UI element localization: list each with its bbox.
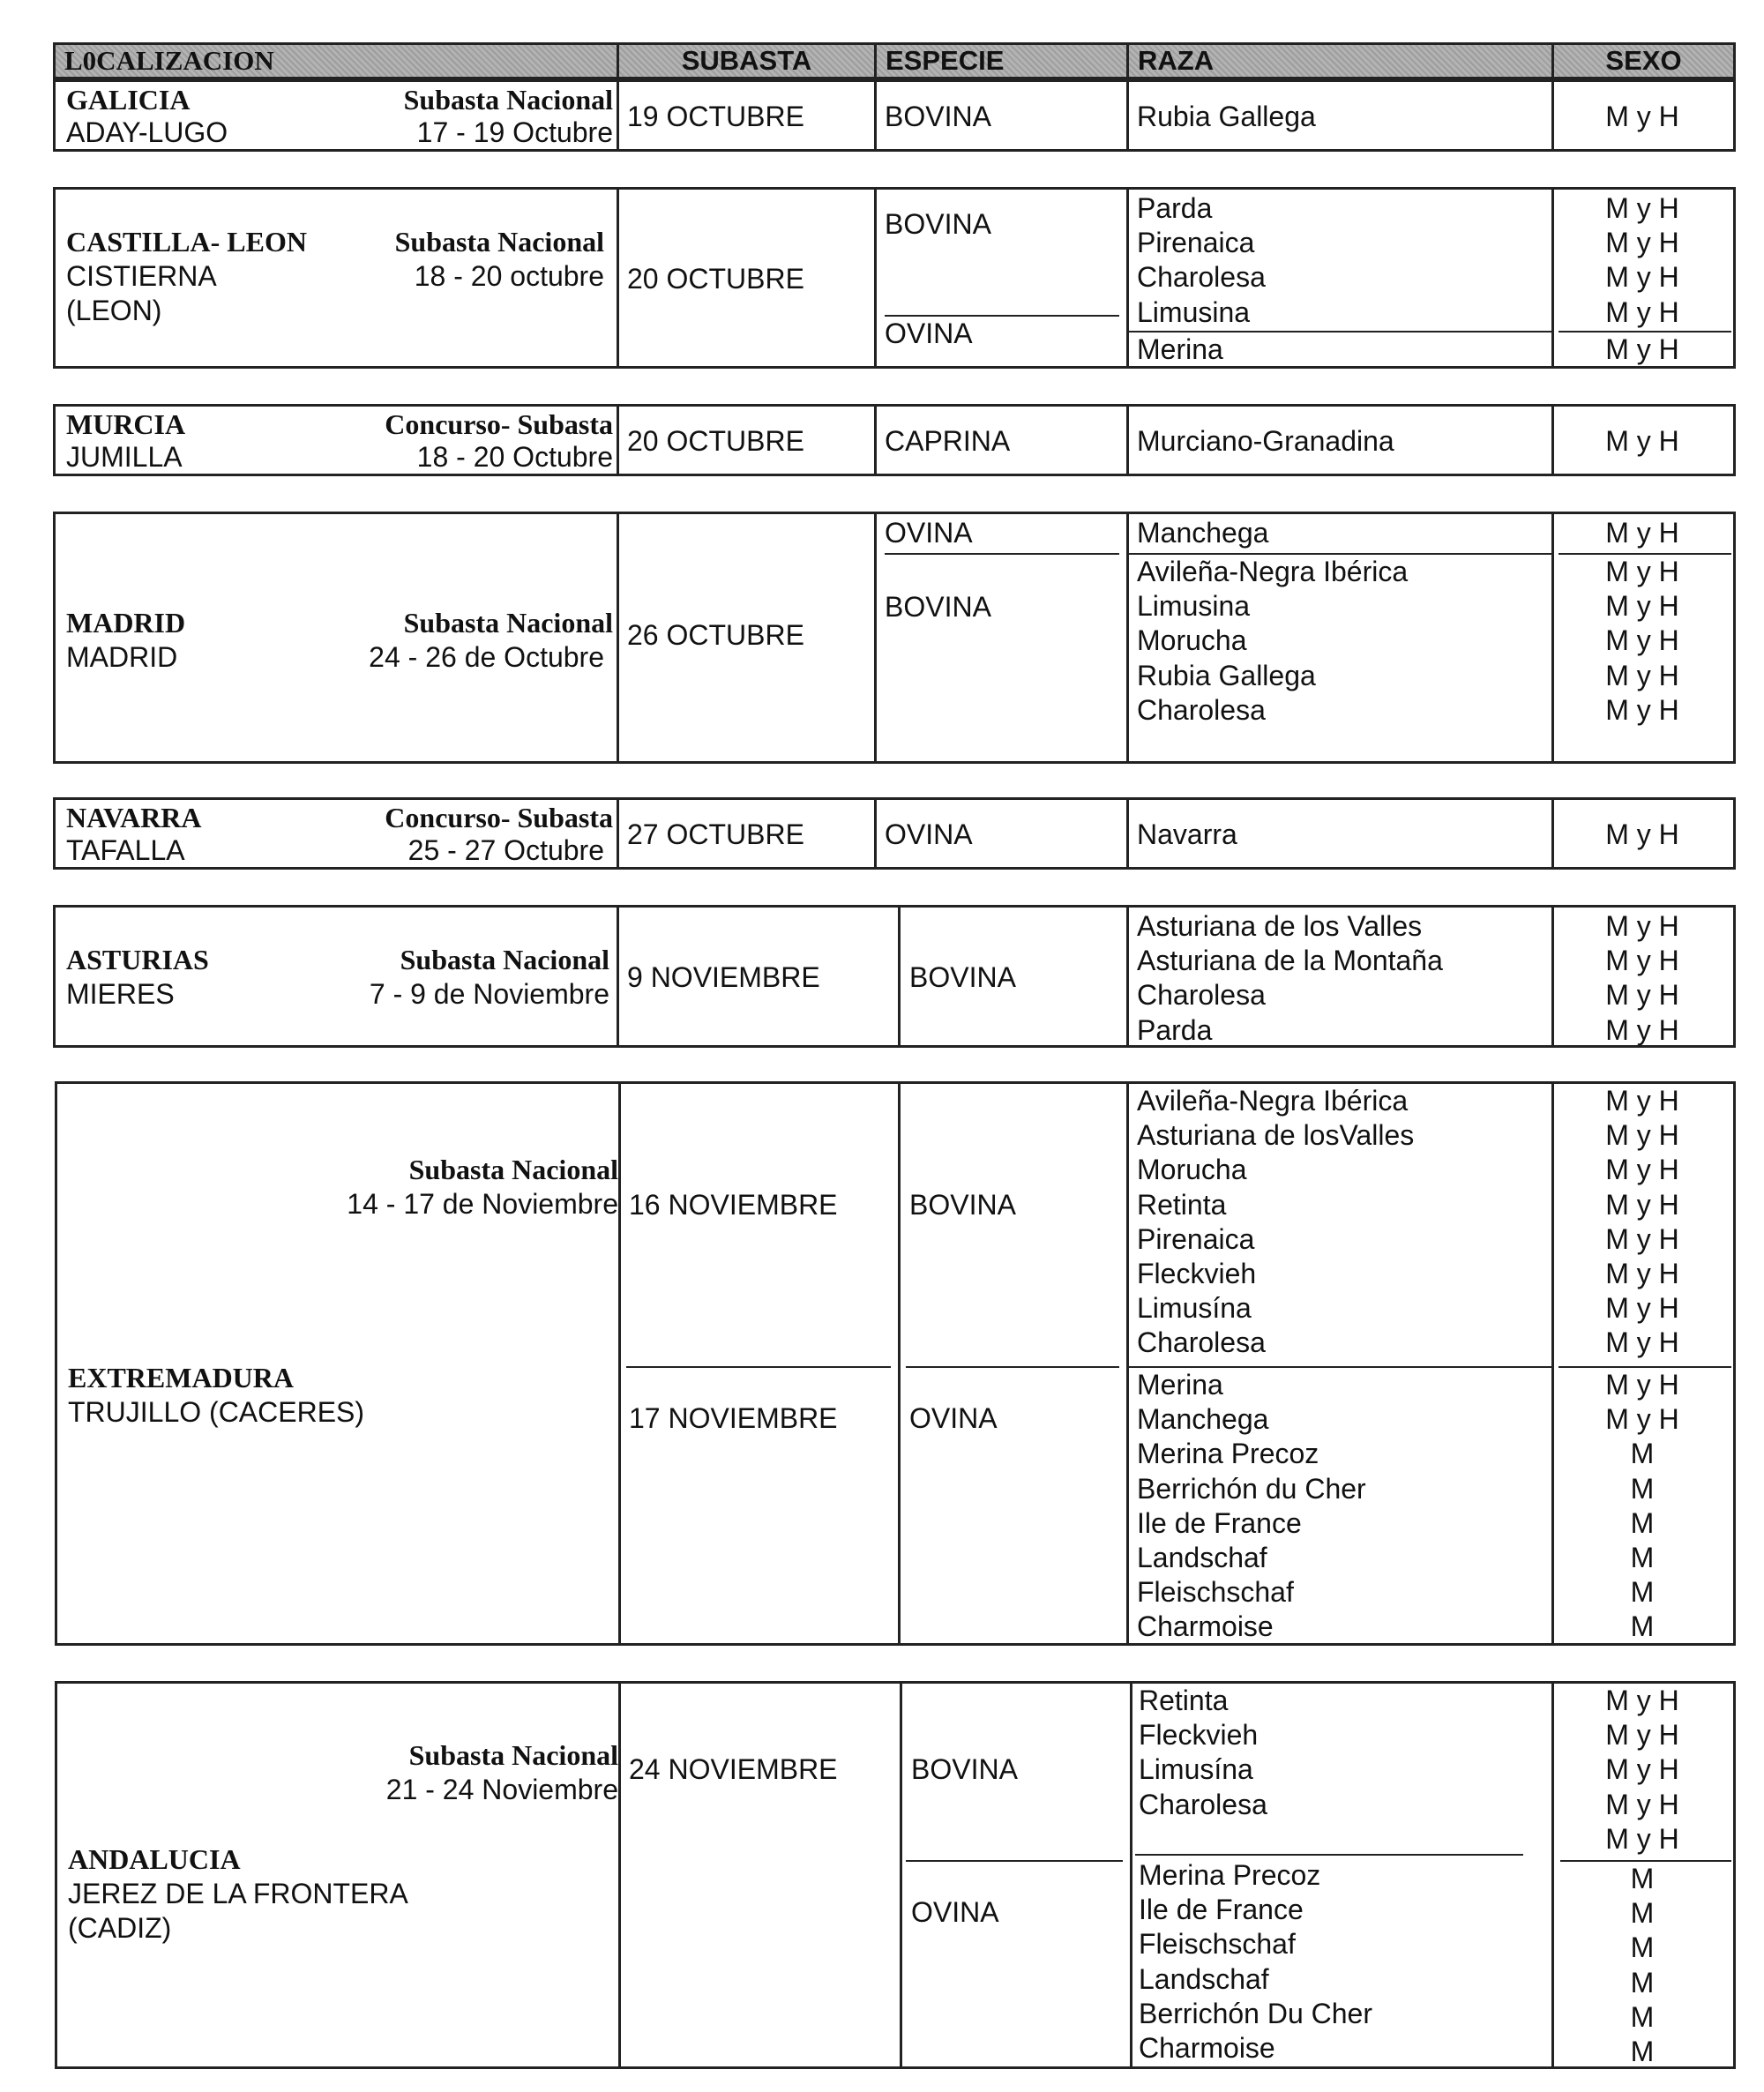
- event-type: Subasta Nacional: [400, 944, 609, 975]
- subasta-date: 24 NOVIEMBRE: [629, 1753, 838, 1785]
- header-sexo: SEXO: [1551, 45, 1733, 77]
- sexo: M: [1630, 1576, 1655, 1609]
- raza: Rubia Gallega: [1137, 659, 1316, 691]
- raza: Retinta: [1139, 1685, 1229, 1716]
- place: CISTIERNA: [66, 260, 217, 292]
- sexo: M y H: [1605, 1685, 1679, 1716]
- raza: Charmoise: [1139, 2032, 1275, 2065]
- sexo: M y H: [1605, 192, 1679, 224]
- header-raza: RAZA: [1126, 45, 1551, 77]
- table-row: [53, 797, 1736, 870]
- raza: Rubia Gallega: [1137, 101, 1316, 132]
- raza: Pirenaica: [1137, 227, 1255, 259]
- raza: Asturiana de la Montaña: [1137, 945, 1443, 977]
- sexo: M y H: [1605, 295, 1679, 328]
- sexo: M y H: [1605, 517, 1679, 549]
- sexo: M y H: [1605, 979, 1679, 1012]
- place: JUMILLA: [66, 441, 183, 473]
- raza: Morucha: [1137, 624, 1247, 657]
- table-header: [53, 42, 1736, 79]
- sexo: M y H: [1605, 425, 1679, 457]
- sexo: M: [1630, 1438, 1655, 1470]
- sexo: M y H: [1605, 1188, 1679, 1221]
- sexo: M: [1630, 1966, 1655, 1999]
- sexo: M y H: [1605, 333, 1679, 365]
- subasta-date: 20 OCTUBRE: [627, 263, 804, 295]
- event-type: Subasta Nacional: [403, 84, 613, 116]
- event-dates: 17 - 19 Octubre: [416, 116, 613, 148]
- raza: Pirenaica: [1137, 1222, 1255, 1255]
- table-row: [53, 404, 1736, 476]
- region: MURCIA: [66, 408, 186, 440]
- raza: Navarra: [1137, 818, 1237, 850]
- raza: Fleckvieh: [1137, 1258, 1257, 1290]
- sexo: M y H: [1605, 1326, 1679, 1359]
- event-dates: 7 - 9 de Noviembre: [369, 978, 609, 1010]
- sexo: M: [1630, 1472, 1655, 1505]
- especie: BOVINA: [911, 1753, 1018, 1785]
- sexo: M y H: [1605, 1119, 1679, 1152]
- table-row: [53, 187, 1736, 369]
- especie: OVINA: [909, 1402, 998, 1434]
- event-dates: 25 - 27 Octubre: [407, 834, 604, 866]
- raza: Limusína: [1137, 1292, 1252, 1325]
- place: MIERES: [66, 978, 175, 1010]
- sexo: M y H: [1605, 590, 1679, 623]
- raza: Asturiana de losValles: [1137, 1119, 1415, 1152]
- sexo: M: [1630, 2036, 1655, 2068]
- table-row: [53, 79, 1736, 152]
- especie: OVINA: [885, 318, 973, 349]
- raza: Merina: [1137, 333, 1223, 365]
- event-type: Concurso- Subasta: [385, 408, 613, 440]
- especie: BOVINA: [909, 961, 1016, 993]
- sexo: M y H: [1605, 1258, 1679, 1290]
- subasta-date: 26 OCTUBRE: [627, 619, 804, 651]
- sexo: M y H: [1605, 1822, 1679, 1855]
- raza: Parda: [1137, 1013, 1213, 1046]
- table-row: [55, 1081, 1736, 1646]
- raza: Asturiana de los Valles: [1137, 910, 1423, 942]
- event-type: Concurso- Subasta: [385, 802, 613, 833]
- raza: Ile de France: [1137, 1506, 1302, 1539]
- raza: Charolesa: [1139, 1788, 1267, 1820]
- event-dates: 18 - 20 octubre: [414, 260, 604, 292]
- sexo: M y H: [1605, 624, 1679, 657]
- raza: Parda: [1137, 192, 1213, 224]
- place: TRUJILLO (CACERES): [68, 1396, 365, 1428]
- sexo: M y H: [1605, 1154, 1679, 1186]
- raza: Merina: [1137, 1369, 1223, 1401]
- raza: Retinta: [1137, 1188, 1227, 1221]
- sexo: M: [1630, 1931, 1655, 1964]
- header-localizacion: L0CALIZACION: [64, 45, 274, 76]
- raza: Charolesa: [1137, 979, 1266, 1012]
- sexo: M y H: [1605, 1085, 1679, 1117]
- sexo: M y H: [1605, 659, 1679, 691]
- raza: Manchega: [1137, 1403, 1269, 1436]
- sexo: M: [1630, 1610, 1655, 1643]
- subasta-date: 16 NOVIEMBRE: [629, 1189, 838, 1221]
- header-especie: ESPECIE: [874, 45, 1126, 77]
- subasta-date: 20 OCTUBRE: [627, 425, 804, 457]
- subasta-date: 9 NOVIEMBRE: [627, 961, 820, 993]
- event-dates: 14 - 17 de Noviembre: [347, 1188, 618, 1220]
- especie: OVINA: [885, 517, 973, 549]
- raza: Landschaf: [1137, 1542, 1267, 1574]
- event-dates: 18 - 20 Octubre: [416, 441, 613, 473]
- especie: BOVINA: [885, 208, 991, 240]
- sexo: M y H: [1605, 1719, 1679, 1752]
- place: MADRID: [66, 641, 178, 673]
- raza: Fleischschaf: [1137, 1576, 1294, 1609]
- sexo: M y H: [1605, 261, 1679, 294]
- raza: Charolesa: [1137, 261, 1266, 294]
- sexo: M: [1630, 1897, 1655, 1930]
- sexo: M y H: [1605, 1403, 1679, 1436]
- table-row: [53, 512, 1736, 764]
- sexo: M y H: [1605, 556, 1679, 587]
- place: ADAY-LUGO: [66, 116, 228, 148]
- region: NAVARRA: [66, 802, 202, 833]
- sexo: M y H: [1605, 227, 1679, 259]
- sexo: M: [1630, 1863, 1655, 1894]
- raza: Avileña-Negra Ibérica: [1137, 556, 1409, 587]
- raza: Ile de France: [1139, 1894, 1304, 1926]
- sexo: M: [1630, 1542, 1655, 1574]
- event-type: Subasta Nacional: [408, 1154, 618, 1185]
- raza: Merina Precoz: [1137, 1438, 1319, 1470]
- sexo: M: [1630, 2000, 1655, 2033]
- especie: BOVINA: [909, 1189, 1016, 1221]
- sexo: M y H: [1605, 101, 1679, 132]
- raza: Charolesa: [1137, 693, 1266, 726]
- sexo: M: [1630, 1506, 1655, 1539]
- raza: Limusína: [1139, 1753, 1253, 1786]
- region: MADRID: [66, 607, 186, 639]
- sexo: M y H: [1605, 693, 1679, 726]
- place: TAFALLA: [66, 834, 185, 866]
- sexo: M y H: [1605, 1753, 1679, 1786]
- subasta-date: 27 OCTUBRE: [627, 818, 804, 850]
- sexo: M y H: [1605, 1292, 1679, 1325]
- raza: Merina Precoz: [1139, 1859, 1321, 1891]
- table-row: [53, 905, 1736, 1048]
- place-province: (CADIZ): [68, 1912, 172, 1944]
- raza: Landschaf: [1139, 1962, 1269, 1995]
- region: ANDALUCIA: [68, 1843, 241, 1875]
- raza: Murciano-Granadina: [1137, 425, 1394, 457]
- subasta-date: 17 NOVIEMBRE: [629, 1402, 838, 1434]
- raza: Berrichón Du Cher: [1139, 1997, 1372, 2029]
- table-row: [55, 1681, 1736, 2069]
- header-subasta: SUBASTA: [617, 45, 874, 77]
- event-type: Subasta Nacional: [408, 1739, 618, 1771]
- raza: Manchega: [1137, 517, 1269, 549]
- event-type: Subasta Nacional: [403, 607, 613, 639]
- sexo: M y H: [1605, 1013, 1679, 1046]
- raza: Berrichón du Cher: [1137, 1472, 1366, 1505]
- event-dates: 21 - 24 Noviembre: [385, 1774, 618, 1805]
- place-province: (LEON): [66, 295, 162, 326]
- raza: Morucha: [1137, 1154, 1247, 1186]
- region: GALICIA: [66, 84, 191, 116]
- subasta-date: 19 OCTUBRE: [627, 101, 804, 132]
- raza: Avileña-Negra Ibérica: [1137, 1085, 1409, 1117]
- sexo: M y H: [1605, 1788, 1679, 1820]
- especie: OVINA: [885, 818, 973, 850]
- sexo: M y H: [1605, 1369, 1679, 1401]
- especie: BOVINA: [885, 101, 991, 132]
- sexo: M y H: [1605, 818, 1679, 850]
- region: ASTURIAS: [66, 944, 209, 975]
- region: EXTREMADURA: [68, 1362, 294, 1393]
- event-dates: 24 - 26 de Octubre: [369, 641, 604, 673]
- sexo: M y H: [1605, 945, 1679, 977]
- raza: Charolesa: [1137, 1326, 1266, 1359]
- raza: Limusina: [1137, 590, 1251, 623]
- region: CASTILLA- LEON: [66, 226, 307, 258]
- especie: CAPRINA: [885, 425, 1011, 457]
- event-type: Subasta Nacional: [394, 226, 604, 258]
- especie: BOVINA: [885, 591, 991, 623]
- raza: Fleckvieh: [1139, 1719, 1259, 1752]
- especie: OVINA: [911, 1896, 999, 1928]
- sexo: M y H: [1605, 1222, 1679, 1255]
- sexo: M y H: [1605, 910, 1679, 942]
- place: JEREZ DE LA FRONTERA: [68, 1878, 408, 1909]
- raza: Charmoise: [1137, 1610, 1274, 1643]
- raza: Limusina: [1137, 295, 1251, 328]
- raza: Fleischschaf: [1139, 1928, 1296, 1961]
